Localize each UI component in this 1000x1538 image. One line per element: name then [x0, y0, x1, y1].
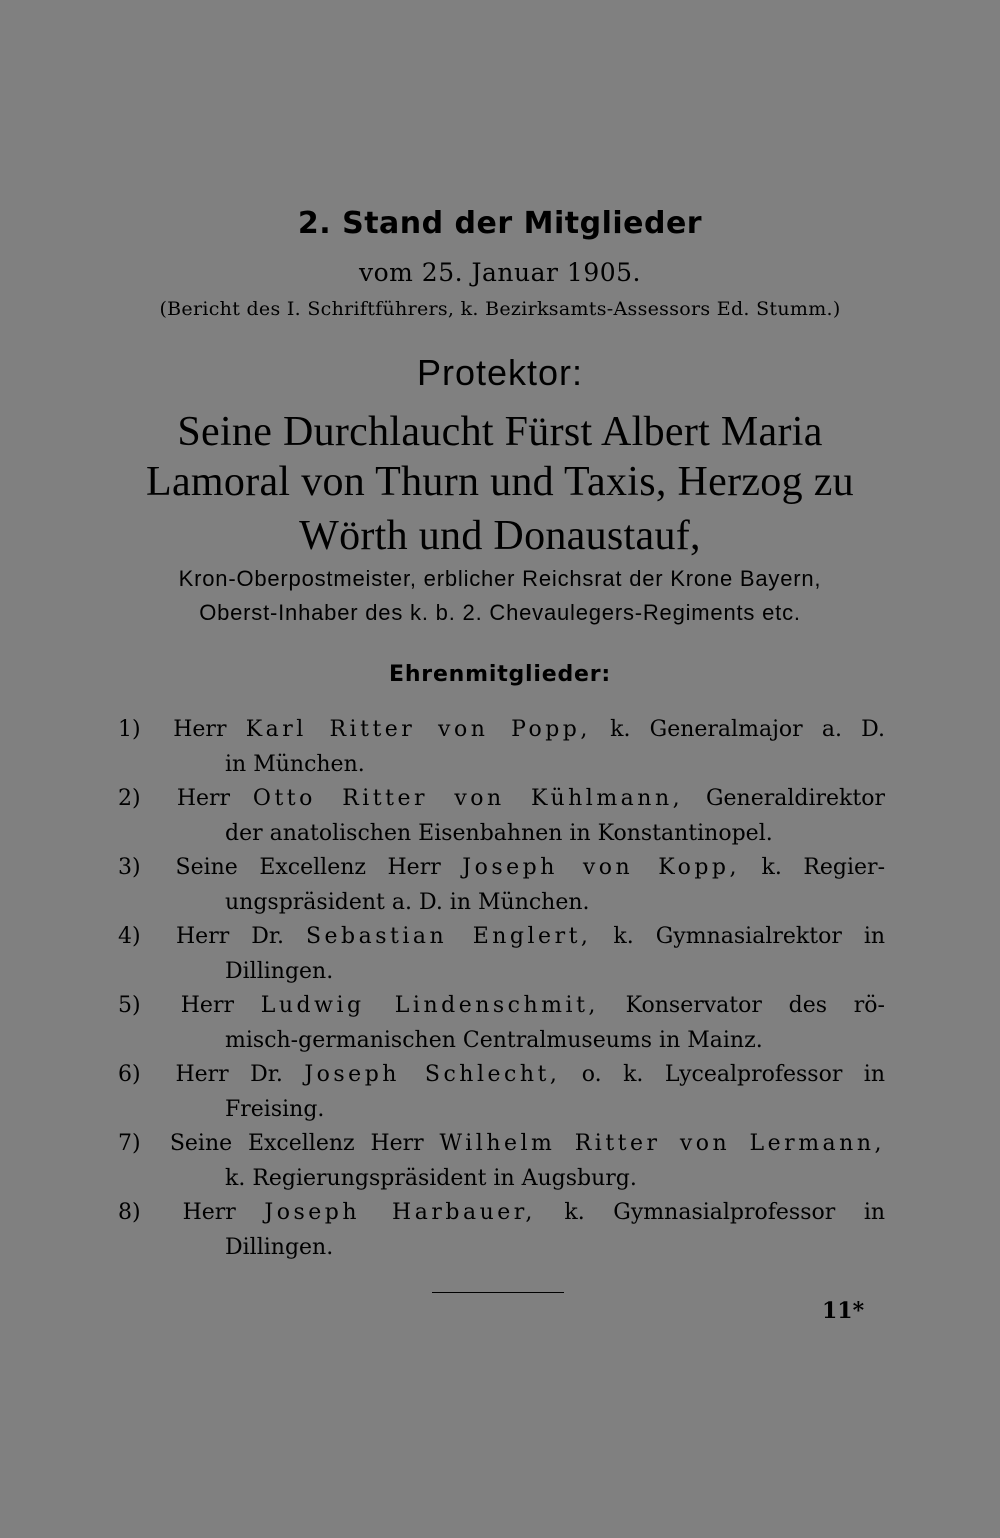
- member-first-line: [118, 782, 885, 817]
- member-title: k. Regier-: [761, 855, 885, 880]
- member-number: 8): [118, 1200, 141, 1225]
- member-continuation: Dillingen.: [225, 1234, 334, 1260]
- member-name: Otto Ritter von Kühlmann,: [252, 786, 684, 811]
- list-item: [118, 1196, 885, 1265]
- member-title: Generaldirektor: [705, 786, 885, 811]
- member-continuation: Freising.: [225, 1096, 325, 1122]
- member-title: o. k. Lycealprofessor in: [581, 1062, 885, 1087]
- member-number: 1): [118, 717, 141, 742]
- list-item: [118, 1127, 885, 1196]
- member-title: k. Generalmajor a. D.: [610, 717, 885, 742]
- member-name: Wilhelm Ritter von Lermann,: [439, 1131, 885, 1156]
- protector-title-line: Oberst-Inhaber des k. b. 2. Chevaulegers-Regiments etc.: [199, 600, 801, 625]
- date-line: vom 25. Januar 1905.: [358, 258, 642, 287]
- member-first-line: [118, 989, 885, 1024]
- honorary-members-heading: Ehrenmitglieder:: [389, 662, 611, 687]
- member-prefix: Herr: [176, 786, 231, 811]
- section-title: 2. Stand der Mitglieder: [297, 206, 703, 241]
- list-item: [118, 851, 885, 920]
- member-continuation: Dillingen.: [225, 958, 334, 984]
- member-prefix: Seine Excellenz Herr: [169, 1131, 424, 1156]
- signature-mark: 11*: [822, 1298, 865, 1324]
- member-name: Joseph Schlecht,: [304, 1062, 561, 1087]
- protector-name-line: Seine Durchlaucht Fürst Albert Maria: [177, 409, 823, 455]
- member-number: 5): [118, 993, 141, 1018]
- list-item: [118, 920, 885, 989]
- member-number: 3): [118, 855, 141, 880]
- member-name: Joseph Harbauer,: [264, 1200, 536, 1225]
- member-first-line: [118, 920, 885, 955]
- protector-name-line: Wörth und Donaustauf,: [299, 513, 701, 559]
- member-name: Joseph von Kopp,: [462, 855, 740, 880]
- member-first-line: [118, 1127, 885, 1162]
- member-number: 2): [118, 786, 141, 811]
- list-item: [118, 713, 885, 782]
- member-name: Ludwig Lindenschmit,: [260, 993, 599, 1018]
- member-continuation: k. Regierungspräsident in Augsburg.: [225, 1165, 637, 1191]
- member-first-line: [118, 1058, 885, 1093]
- member-name: Karl Ritter von Popp,: [245, 717, 591, 742]
- report-line: (Bericht des I. Schriftführers, k. Bezirksamts-Assessors Ed. Stumm.): [159, 298, 841, 320]
- separator-rule: [432, 1292, 564, 1293]
- member-number: 6): [118, 1062, 141, 1087]
- list-item: [118, 1058, 885, 1127]
- member-name: Sebastian Englert,: [305, 924, 592, 949]
- list-item: [118, 782, 885, 851]
- member-number: 7): [118, 1131, 141, 1156]
- member-first-line: [118, 1196, 885, 1231]
- member-continuation: der anatolischen Eisenbahnen in Konstantinopel.: [225, 820, 773, 846]
- protector-title-line: Kron-Oberpostmeister, erblicher Reichsrat der Krone Bayern,: [178, 566, 822, 591]
- member-title: Konservator des rö-: [625, 993, 885, 1018]
- member-title: k. Gymnasialprofessor in: [564, 1200, 885, 1225]
- honorary-members-list: [118, 713, 885, 1265]
- member-prefix: Herr: [182, 1200, 236, 1225]
- member-continuation: misch-germanischen Centralmuseums in Mainz.: [225, 1027, 763, 1053]
- protector-name-line: Lamoral von Thurn und Taxis, Herzog zu: [146, 459, 854, 505]
- member-title: k. Gymnasialrektor in: [613, 924, 885, 949]
- member-prefix: Seine Excellenz Herr: [175, 855, 441, 880]
- member-continuation: ungspräsident a. D. in München.: [225, 889, 590, 915]
- protector-label: Protektor:: [416, 352, 584, 393]
- list-item: [118, 989, 885, 1058]
- member-continuation: in München.: [225, 751, 365, 777]
- member-prefix: Herr: [180, 993, 234, 1018]
- member-prefix: Herr: [173, 717, 227, 742]
- member-number: 4): [118, 924, 141, 949]
- member-prefix: Herr Dr.: [176, 924, 284, 949]
- member-first-line: [118, 713, 885, 748]
- member-prefix: Herr Dr.: [175, 1062, 283, 1087]
- member-first-line: [118, 851, 885, 886]
